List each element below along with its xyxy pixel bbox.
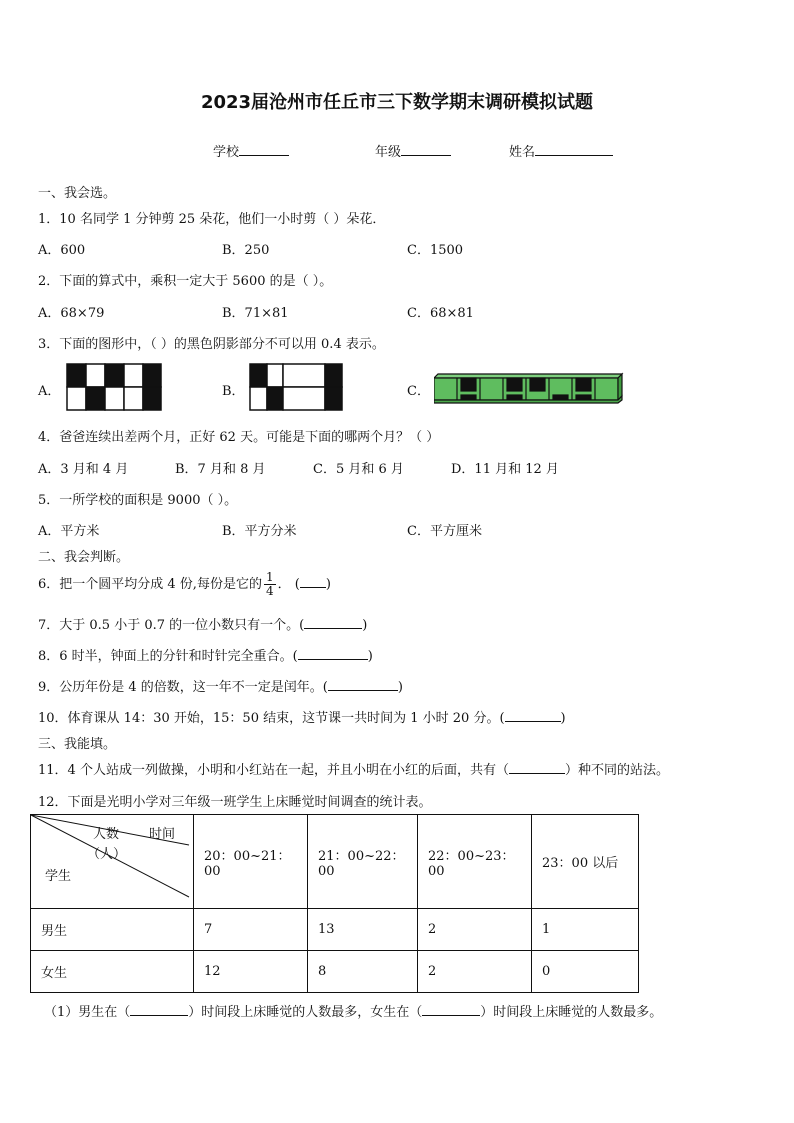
table-cell: 12 — [194, 951, 308, 993]
question-10 — [38, 707, 566, 726]
table-cell: 13 — [308, 909, 418, 951]
q1-option-a[interactable]: A．600 — [38, 243, 86, 258]
q1-option-c[interactable]: C．1500 — [407, 243, 464, 258]
q1-option-b[interactable]: B．250 — [222, 243, 270, 258]
header-people: 人数 — [93, 827, 120, 842]
q7-answer-blank[interactable] — [304, 616, 362, 629]
section-heading-1: 一、我会选。 — [38, 186, 117, 201]
q7-text: 7．大于 0.5 小于 0.7 的一位小数只有一个。( — [38, 618, 305, 633]
header-student: 学生 — [45, 869, 72, 884]
header-time: 时间 — [149, 827, 176, 842]
table-row — [31, 951, 639, 993]
q12-sub1-blank-girls[interactable] — [422, 1003, 480, 1016]
q6-close: ) — [325, 577, 331, 592]
question-7 — [38, 614, 367, 633]
section-heading-3: 三、我能填。 — [38, 737, 117, 752]
sleep-time-table — [30, 814, 639, 993]
q12-sub1-text-b: ）时间段上床睡觉的人数最多，女生在（ — [188, 1005, 423, 1020]
q3-option-a[interactable]: A． — [38, 384, 61, 399]
q7-close: ) — [362, 618, 368, 633]
q3-figure-a[interactable] — [66, 363, 162, 411]
table-row — [31, 909, 639, 951]
q6-answer-blank[interactable] — [300, 575, 326, 588]
q4-option-d[interactable]: D．11 月和 12 月 — [451, 462, 559, 477]
grade-label: 年级 — [375, 145, 402, 160]
grade-blank[interactable] — [401, 143, 451, 156]
school-label: 学校 — [213, 145, 240, 160]
question-12-sub-1 — [44, 1001, 662, 1020]
q9-answer-blank[interactable] — [328, 678, 398, 691]
question-3: 3．下面的图形中，（ ）的黑色阴影部分不可以用 0.4 表示。 — [38, 337, 385, 352]
name-label: 姓名 — [509, 145, 536, 160]
q5-option-c[interactable]: C．平方厘米 — [407, 524, 482, 539]
school-field — [213, 141, 289, 160]
question-11 — [38, 759, 669, 778]
q2-option-a[interactable]: A．68×79 — [38, 306, 105, 321]
question-9 — [38, 676, 403, 695]
question-1: 1．10 名同学 1 分钟剪 25 朵花，他们一小时剪（ ）朵花． — [38, 212, 386, 227]
q9-close: ) — [397, 680, 403, 695]
section-heading-2: 二、我会判断。 — [38, 550, 130, 565]
question-4: 4．爸爸连续出差两个月，正好 62 天。可能是下面的哪两个月？（ ） — [38, 430, 440, 445]
table-cell: 1 — [532, 909, 639, 951]
fraction-one-quarter — [264, 571, 276, 598]
q12-sub1-text-c: ）时间段上床睡觉的人数最多。 — [480, 1005, 663, 1020]
fraction-numerator: 1 — [265, 570, 274, 584]
q3-option-c[interactable]: C． — [407, 384, 430, 399]
q6-text: 6．把一个圆平均分成 4 份,每份是它的 — [38, 577, 262, 592]
q12-sub1-text-a: （1）男生在（ — [44, 1005, 131, 1020]
header-unit: （人） — [87, 847, 127, 862]
q10-text: 10．体育课从 14：30 开始，15：50 结束，这节课一共时间为 1 小时 20 分。( — [38, 711, 505, 726]
q11-answer-blank[interactable] — [509, 761, 565, 774]
name-blank[interactable] — [535, 143, 613, 156]
page-title: 2023届沧州市任丘市三下数学期末调研模拟试题 — [200, 92, 594, 113]
row-label: 男生 — [31, 909, 194, 951]
question-5: 5．一所学校的面积是 9000（ ）。 — [38, 493, 238, 508]
fraction-denominator: 4 — [265, 584, 274, 598]
school-blank[interactable] — [239, 143, 289, 156]
name-field — [509, 141, 613, 160]
table-cell: 8 — [308, 951, 418, 993]
q10-answer-blank[interactable] — [505, 709, 561, 722]
grade-field — [375, 141, 451, 160]
q4-option-c[interactable]: C．5 月和 6 月 — [313, 462, 404, 477]
q2-option-b[interactable]: B．71×81 — [222, 306, 289, 321]
q11-text-after: ）种不同的站法。 — [564, 763, 669, 778]
q2-option-c[interactable]: C．68×81 — [407, 306, 474, 321]
column-header: 23：00 以后 — [532, 815, 639, 909]
question-12: 12．下面是光明小学对三年级一班学生上床睡觉时间调查的统计表。 — [38, 795, 432, 810]
column-header: 20：00~21：00 — [194, 815, 308, 909]
q11-text: 11．4 个人站成一列做操，小明和小红站在一起，并且小明在小红的后面，共有（ — [38, 763, 509, 778]
q9-text: 9．公历年份是 4 的倍数，这一年不一定是闰年。( — [38, 680, 328, 695]
table-cell: 2 — [418, 951, 532, 993]
row-label: 女生 — [31, 951, 194, 993]
table-cell: 2 — [418, 909, 532, 951]
q6-text-after: ． ( — [277, 577, 300, 592]
q5-option-a[interactable]: A．平方米 — [38, 524, 100, 539]
q4-option-b[interactable]: B．7 月和 8 月 — [175, 462, 266, 477]
q8-answer-blank[interactable] — [298, 647, 368, 660]
q3-figure-c[interactable] — [434, 369, 630, 405]
column-header: 21：00~22：00 — [308, 815, 418, 909]
q3-option-b[interactable]: B． — [222, 384, 245, 399]
question-2: 2．下面的算式中，乘积一定大于 5600 的是（ ）。 — [38, 274, 333, 289]
question-8 — [38, 645, 373, 664]
table-diagonal-header — [31, 815, 194, 909]
table-cell: 0 — [532, 951, 639, 993]
q3-figure-b[interactable] — [249, 363, 343, 411]
q8-text: 8．6 时半，钟面上的分针和时针完全重合。( — [38, 649, 298, 664]
q12-sub1-blank-boys[interactable] — [130, 1003, 188, 1016]
question-6 — [38, 567, 331, 603]
column-header: 22：00~23：00 — [418, 815, 532, 909]
q10-close: ) — [560, 711, 566, 726]
q8-close: ) — [367, 649, 373, 664]
table-cell: 7 — [194, 909, 308, 951]
q4-option-a[interactable]: A．3 月和 4 月 — [38, 462, 129, 477]
q5-option-b[interactable]: B．平方分米 — [222, 524, 297, 539]
